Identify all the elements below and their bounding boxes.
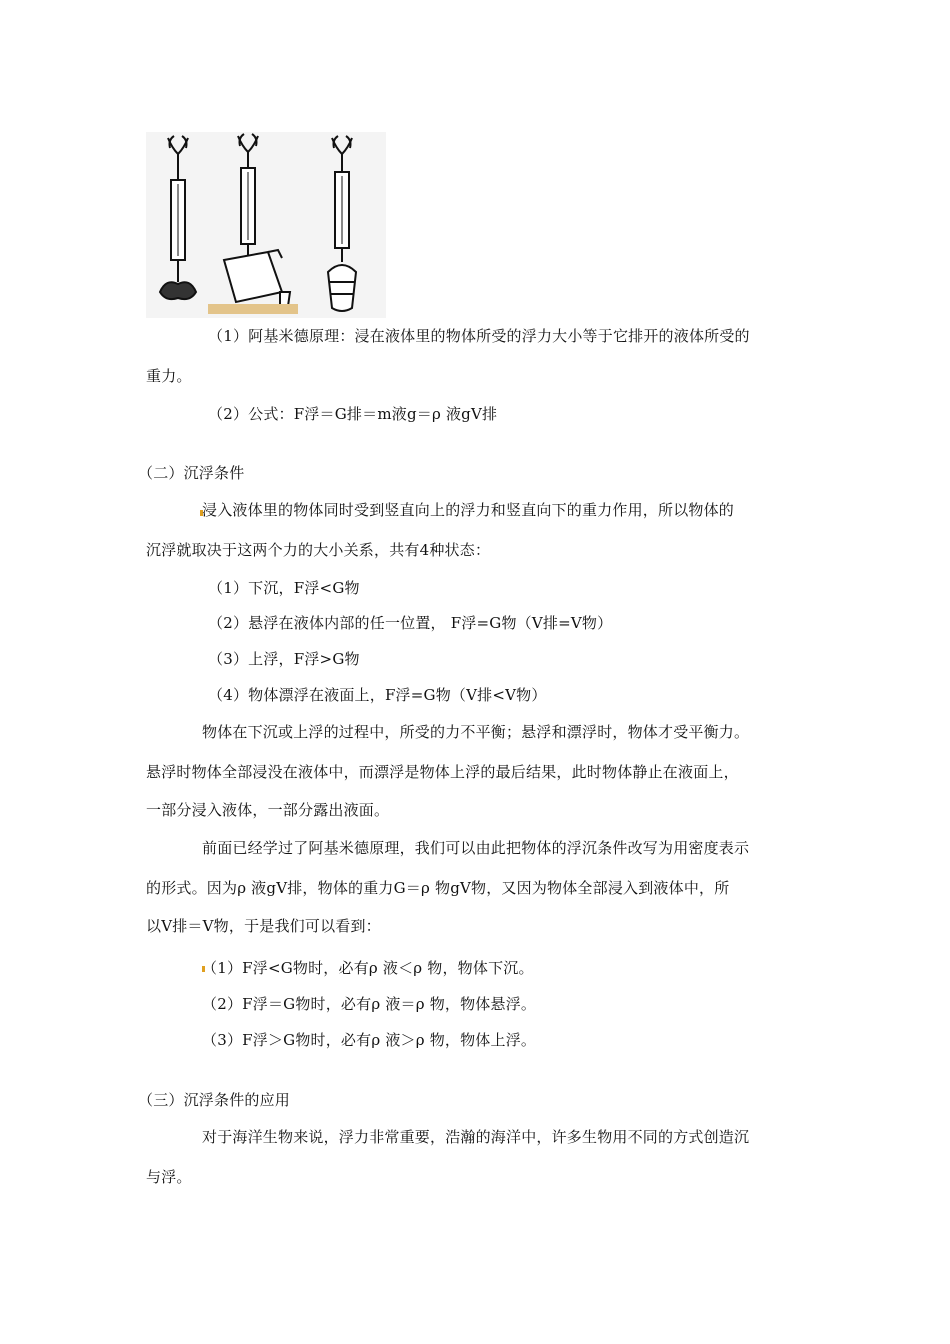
section2-para2-line3: 一部分浸入液体，一部分露出液面。 — [146, 801, 390, 819]
density-item-2: （2）F浮＝G物时，必有ρ 液＝ρ 物，物体悬浮。 — [202, 995, 537, 1013]
density-item-1: （1）F浮<G物时，必有ρ 液＜ρ 物，物体下沉。 — [202, 959, 534, 977]
archimedes-principle-line1: （1）阿基米德原理：浸在液体里的物体所受的浮力大小等于它排开的液体所受的 — [208, 327, 750, 345]
section3-heading: （三）沉浮条件的应用 — [138, 1091, 291, 1109]
state-item-1: （1）下沉，F浮<G物 — [208, 579, 360, 597]
section2-para3-line2: 的形式。因为ρ 液gV排，物体的重力G＝ρ 物gV物，又因为物体全部浸入到液体中，所 — [146, 879, 730, 897]
section3-line1: 对于海洋生物来说，浮力非常重要，浩瀚的海洋中，许多生物用不同的方式创造沉 — [202, 1128, 750, 1146]
state-item-3: （3）上浮，F浮>G物 — [208, 650, 360, 668]
section2-para3-line3: 以V排＝V物，于是我们可以看到： — [146, 917, 381, 935]
archimedes-formula: （2）公式：F浮＝G排＝m液g＝ρ 液gV排 — [208, 405, 498, 423]
density-item-3: （3）F浮＞G物时，必有ρ 液＞ρ 物，物体上浮。 — [202, 1031, 537, 1049]
section2-heading: （二）沉浮条件 — [138, 464, 245, 482]
section2-intro-line2: 沉浮就取决于这两个力的大小关系，共有4种状态： — [146, 541, 491, 559]
archimedes-principle-line2: 重力。 — [146, 367, 192, 385]
section2-para2-line1: 物体在下沉或上浮的过程中，所受的力不平衡；悬浮和漂浮时，物体才受平衡力。 — [202, 723, 750, 741]
state-item-2: （2）悬浮在液体内部的任一位置， F浮=G物（V排=V物） — [208, 614, 613, 632]
section2-intro-line1: 浸入液体里的物体同时受到竖直向上的浮力和竖直向下的重力作用，所以物体的 — [202, 501, 735, 519]
section2-para2-line2: 悬浮时物体全部浸没在液体中，而漂浮是物体上浮的最后结果，此时物体静止在液面上， — [146, 763, 739, 781]
spring-scale-figure — [146, 132, 386, 318]
section3-line2: 与浮。 — [146, 1168, 192, 1186]
state-item-4: （4）物体漂浮在液面上，F浮=G物（V排<V物） — [208, 686, 547, 704]
section2-para3-line1: 前面已经学过了阿基米德原理，我们可以由此把物体的浮沉条件改写为用密度表示 — [202, 839, 750, 857]
